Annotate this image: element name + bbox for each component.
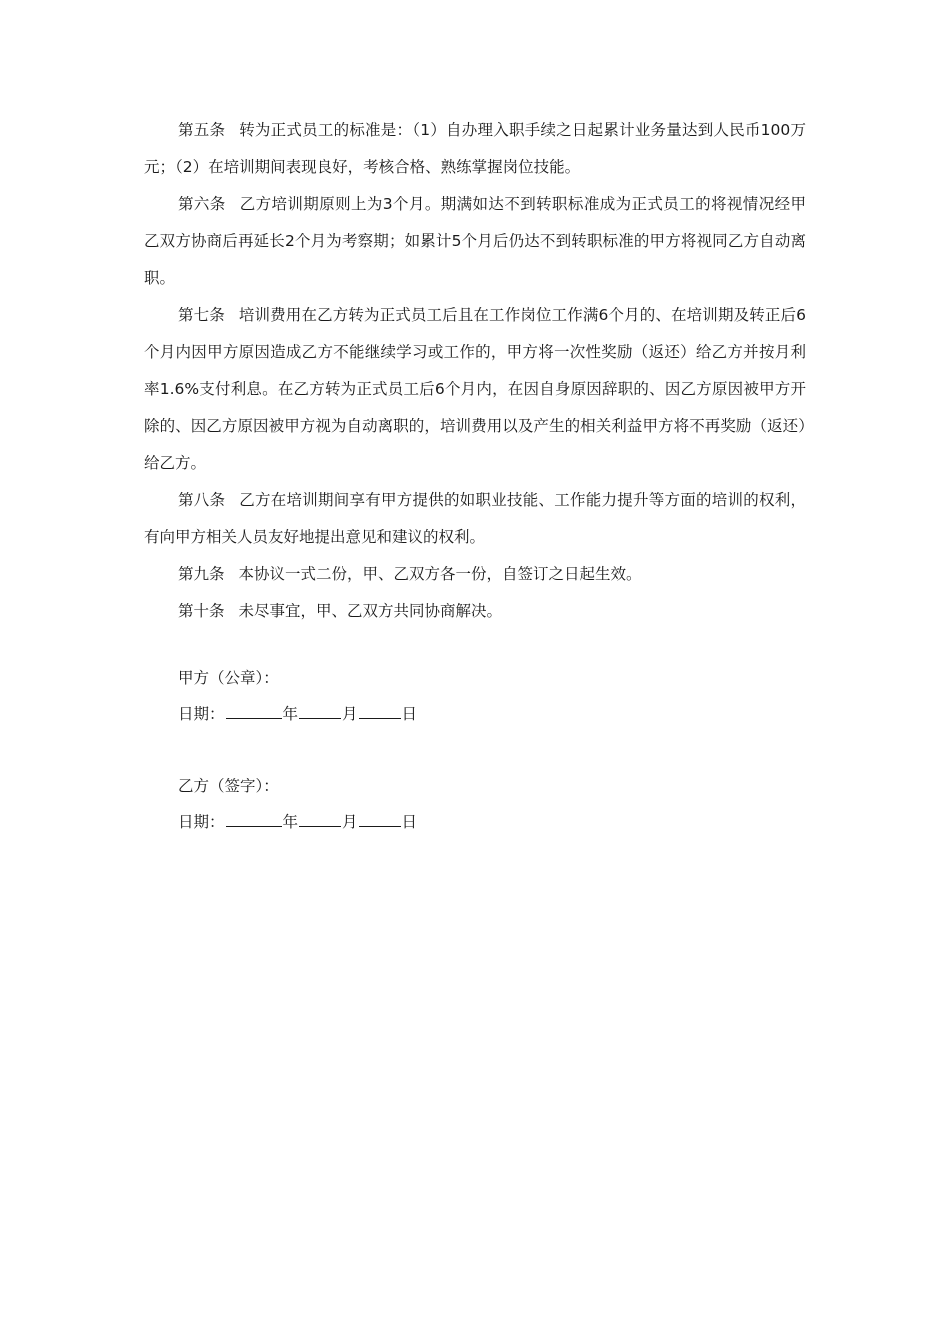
date-label: 日期： <box>178 813 225 831</box>
agreement-clauses <box>144 112 806 630</box>
day-label: 日 <box>401 705 418 723</box>
day-label: 日 <box>401 813 418 831</box>
party-b-date <box>178 804 417 840</box>
month-blank[interactable] <box>299 700 341 719</box>
clause-text: 乙方培训期原则上为3个月。期满如达不到转职标准成为正式员工的将视情况经甲乙双方协商后再延长2个月为考察期；如累计5个月后仍达不到转职标准的甲方将视同乙方自动离职。 <box>144 195 806 287</box>
clause-text: 培训费用在乙方转为正式员工后且在工作岗位工作满6个月的、在培训期及转正后6个月内因甲方原因造成乙方不能继续学习或工作的，甲方将一次性奖励（返还）给乙方并按月利率1.6%支付利息。在乙方转为正式员工后6个月内，在因自身原因辞职的、因乙方原因被甲方开除的、因乙方原因被甲方视为自动离职的，培训费用以及产生的相关利益甲方将不再奖励（返还）给乙方。 <box>144 306 806 472</box>
clause-6 <box>144 186 806 297</box>
party-a-title: 甲方（公章）： <box>178 669 279 687</box>
clause-10 <box>144 593 806 630</box>
clause-7 <box>144 297 806 482</box>
party-b-signature <box>178 768 417 840</box>
clause-text: 转为正式员工的标准是：（1）自办理入职手续之日起累计业务量达到人民币100万元；（2）在培训期间表现良好，考核合格、熟练掌握岗位技能。 <box>144 121 806 176</box>
clause-8 <box>144 482 806 556</box>
party-b-title: 乙方（签字）： <box>178 777 279 795</box>
year-blank[interactable] <box>226 700 282 719</box>
day-blank[interactable] <box>359 700 401 719</box>
clause-label: 第五条 <box>178 121 226 139</box>
clause-text: 本协议一式二份，甲、乙双方各一份，自签订之日起生效。 <box>238 565 642 583</box>
clause-label: 第十条 <box>178 602 225 620</box>
party-a-signature <box>178 660 417 732</box>
year-label: 年 <box>282 813 299 831</box>
clause-text: 未尽事宜，甲、乙双方共同协商解决。 <box>238 602 503 620</box>
date-label: 日期： <box>178 705 225 723</box>
clause-5 <box>144 112 806 186</box>
month-label: 月 <box>342 813 358 831</box>
clause-label: 第八条 <box>178 491 226 509</box>
day-blank[interactable] <box>359 808 401 827</box>
party-a-date <box>178 696 417 732</box>
month-label: 月 <box>342 705 358 723</box>
clause-label: 第九条 <box>178 565 225 583</box>
year-label: 年 <box>282 705 299 723</box>
clause-label: 第六条 <box>178 195 226 213</box>
clause-label: 第七条 <box>178 306 225 324</box>
year-blank[interactable] <box>226 808 282 827</box>
month-blank[interactable] <box>299 808 341 827</box>
clause-text: 乙方在培训期间享有甲方提供的如职业技能、工作能力提升等方面的培训的权利，有向甲方相关人员友好地提出意见和建议的权利。 <box>144 491 806 546</box>
clause-9 <box>144 556 806 593</box>
